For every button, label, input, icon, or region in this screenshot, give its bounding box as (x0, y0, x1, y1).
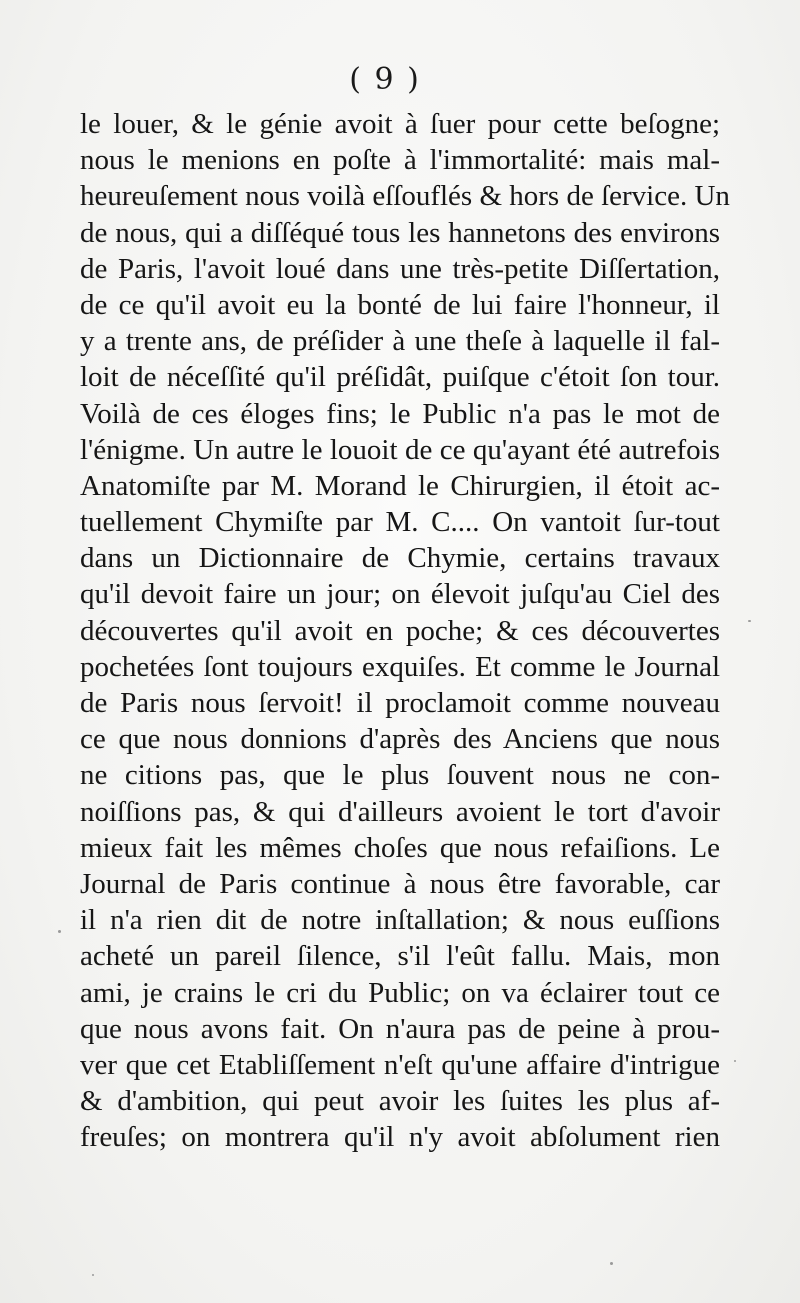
text-line-28: & d'ambition, qui peut avoir les ſuites les plus af- (80, 1085, 720, 1118)
text-line-5: de Paris, l'avoit loué dans une très-petite Diſſertation, (80, 252, 720, 285)
body-text (80, 106, 730, 1155)
text-line-7: y a trente ans, de préſider à une theſe à laquelle il fal- (80, 325, 720, 358)
text-line-19: ne citions pas, que le plus ſouvent nous ne con- (80, 759, 720, 792)
text-line-20: noiſſions pas, & qui d'ailleurs avoient le tort d'avoir (80, 795, 720, 828)
text-line-25: ami, je crains le cri du Public; on va éclairer tout ce (80, 976, 720, 1009)
text-line-14: qu'il devoit faire un jour; on élevoit juſqu'au Ciel des (80, 578, 720, 611)
text-line-29: freuſes; on montrera qu'il n'y avoit abſolument rien (80, 1121, 720, 1154)
text-line-6: de ce qu'il avoit eu la bonté de lui faire l'honneur, il (80, 288, 720, 321)
text-line-21: mieux fait les mêmes choſes que nous refaiſions. Le (80, 831, 720, 864)
text-line-4: de nous, qui a diſſéqué tous les hannetons des environs (80, 216, 720, 249)
text-line-12: tuellement Chymiſte par M. C.... On vantoit ſur-tout (80, 506, 720, 539)
text-line-13: dans un Dictionnaire de Chymie, certains travaux (80, 542, 720, 575)
page-number: ( 9 ) (349, 62, 421, 97)
text-line-26: que nous avons fait. On n'aura pas de peine à prou- (80, 1012, 720, 1045)
text-line-1: le louer, & le génie avoit à ſuer pour cette beſogne; (80, 108, 720, 140)
paper-speck (92, 1274, 94, 1276)
paper-speck (748, 620, 751, 622)
text-line-11: Anatomiſte par M. Morand le Chirurgien, il étoit ac- (80, 469, 720, 502)
text-line-9: Voilà de ces éloges fins; le Public n'a pas le mot de (80, 397, 720, 430)
text-line-2: nous le menions en poſte à l'immortalité: mais mal- (80, 144, 720, 177)
text-line-10: l'énigme. Un autre le louoit de ce qu'ayant été autrefois (80, 433, 720, 466)
paper-speck (610, 1262, 613, 1265)
text-line-22: Journal de Paris continue à nous être favorable, car (80, 867, 720, 900)
text-line-3: heureuſement nous voilà eſſouflés & hors de ſervice. Un (80, 180, 730, 213)
text-line-17: de Paris nous ſervoit! il proclamoit comme nouveau (80, 687, 720, 719)
text-line-18: ce que nous donnions d'après des Anciens que nous (80, 723, 720, 756)
text-line-27: ver que cet Etabliſſement n'eſt qu'une affaire d'intrigue (80, 1048, 720, 1081)
text-line-16: pochetées ſont toujours exquiſes. Et comme le Journal (80, 650, 720, 683)
paper-speck (58, 930, 61, 933)
text-line-23: il n'a rien dit de notre inſtallation; & nous euſſions (80, 904, 720, 937)
text-line-8: loit de néceſſité qu'il préſidât, puiſque c'étoit ſon tour. (80, 361, 720, 394)
text-line-15: découvertes qu'il avoit en poche; & ces découvertes (80, 614, 720, 647)
paper-speck (734, 1060, 736, 1062)
text-line-24: acheté un pareil ſilence, s'il l'eût fallu. Mais, mon (80, 940, 720, 973)
